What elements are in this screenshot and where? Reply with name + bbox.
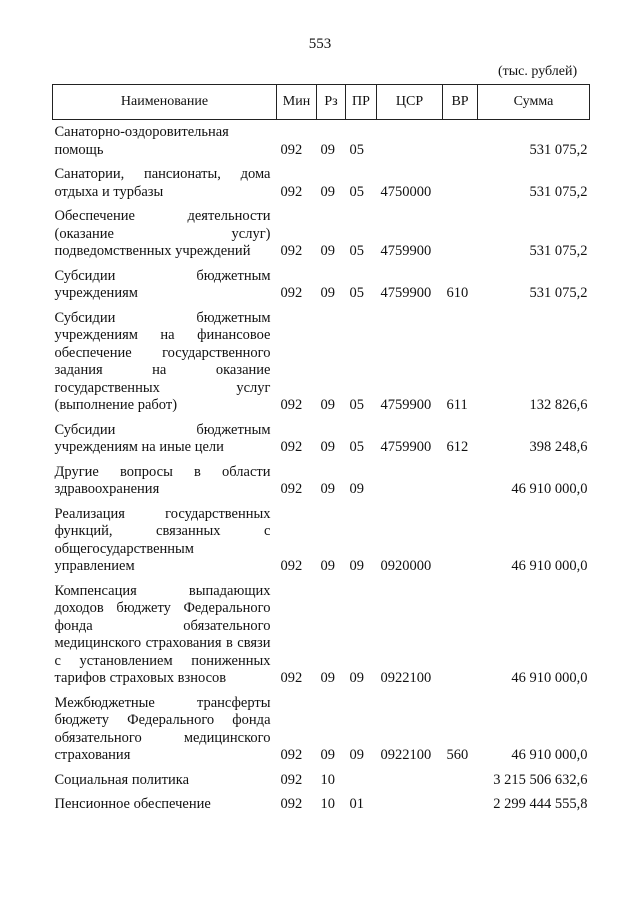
row-vr: 610: [446, 285, 469, 301]
row-min: 092: [280, 771, 303, 788]
units-label: (тыс. рублей): [498, 64, 578, 79]
row-min: 092: [280, 141, 303, 158]
budget-table: [52, 84, 590, 817]
row-vr: [443, 579, 478, 691]
row-sum: 132 826,6: [529, 397, 588, 413]
header-csr: ЦСР: [377, 85, 443, 120]
table-row: [53, 768, 590, 793]
row-pr: 01: [349, 796, 364, 812]
row-sum: 398 248,6: [529, 439, 588, 455]
row-vr: [443, 792, 478, 817]
row-pr: 05: [349, 285, 364, 301]
row-csr: 4759900: [380, 439, 432, 455]
table-row: [53, 579, 590, 691]
row-vr: 612: [446, 439, 469, 455]
row-name: Обеспечение деятельности (оказание услуг) подведомственных учреждений: [54, 208, 271, 259]
table-row: [53, 691, 590, 768]
table-header-row: [53, 85, 590, 120]
row-name: Другие вопросы в области здравоохранения: [54, 463, 271, 497]
row-vr: [443, 204, 478, 264]
row-csr: 0922100: [380, 670, 432, 686]
row-rz: 09: [320, 285, 335, 301]
row-pr: 09: [349, 481, 364, 497]
table-row: [53, 204, 590, 264]
row-csr: 4759900: [380, 397, 432, 413]
row-min: 092: [280, 481, 303, 497]
row-pr: 05: [349, 243, 364, 259]
row-rz: 09: [320, 439, 335, 455]
row-csr: [377, 120, 443, 163]
row-pr: 09: [349, 558, 364, 574]
row-csr: 4759900: [380, 285, 432, 301]
row-min: 092: [280, 439, 303, 455]
row-csr: 0920000: [380, 558, 432, 574]
row-rz: 10: [320, 771, 335, 788]
row-pr: [346, 768, 377, 793]
row-sum: 531 075,2: [529, 183, 588, 200]
row-min: 092: [280, 558, 303, 574]
row-name: Реализация государственных функций, связанных с общегосударственным управлением: [54, 505, 271, 574]
row-sum: 2 299 444 555,8: [493, 796, 588, 812]
row-csr: [377, 460, 443, 502]
row-rz: 09: [320, 747, 335, 763]
row-name: Санаторно-оздоровительная помощь: [54, 124, 229, 158]
row-name: Субсидии бюджетным учреждениям на иные цели: [54, 421, 271, 455]
table-row: [53, 792, 590, 817]
table-row: [53, 460, 590, 502]
row-min: 092: [280, 670, 303, 686]
row-name: Межбюджетные трансферты бюджету Федерального фонда обязательного медицинского страхования: [54, 694, 271, 763]
row-pr: 05: [349, 439, 364, 455]
row-pr: 09: [349, 670, 364, 686]
header-name: Наименование: [53, 85, 277, 120]
row-name: Компенсация выпадающих доходов бюджету Федерального фонда обязательного медицинского страхования в связи с установлением пониженных тарифов страховых взносов: [54, 582, 271, 686]
row-rz: 09: [320, 670, 335, 686]
row-rz: 09: [320, 141, 335, 158]
header-rz: Рз: [317, 85, 346, 120]
row-pr: 05: [349, 397, 364, 413]
table-row: [53, 502, 590, 579]
row-pr: 05: [349, 183, 364, 200]
row-sum: 531 075,2: [529, 243, 588, 259]
row-name: Санатории, пансионаты, дома отдыха и турбазы: [54, 166, 271, 200]
row-csr: 0922100: [380, 747, 432, 763]
row-min: 092: [280, 747, 303, 763]
row-vr: [443, 768, 478, 793]
row-csr: [377, 768, 443, 793]
header-pr: ПР: [346, 85, 377, 120]
table-row: [53, 162, 590, 204]
row-rz: 09: [320, 183, 335, 200]
header-min: Мин: [277, 85, 317, 120]
row-csr: 4750000: [380, 183, 432, 200]
table-row: [53, 418, 590, 460]
row-pr: 05: [349, 141, 364, 158]
row-sum: 46 910 000,0: [511, 481, 588, 497]
row-min: 092: [280, 397, 303, 413]
row-rz: 09: [320, 397, 335, 413]
header-vr: ВР: [443, 85, 478, 120]
row-min: 092: [280, 243, 303, 259]
row-name: Пенсионное обеспечение: [54, 796, 211, 812]
table-row: [53, 120, 590, 163]
row-vr: 611: [446, 397, 468, 413]
row-sum: 46 910 000,0: [511, 670, 588, 686]
row-min: 092: [280, 183, 303, 200]
row-rz: 09: [320, 558, 335, 574]
row-rz: 10: [320, 796, 335, 812]
row-name: Субсидии бюджетным учреждениям: [54, 267, 271, 301]
row-sum: 46 910 000,0: [511, 747, 588, 763]
row-sum: 46 910 000,0: [511, 558, 588, 574]
table-row: [53, 264, 590, 306]
page-number: 553: [308, 36, 332, 52]
row-rz: 09: [320, 243, 335, 259]
row-vr: [443, 162, 478, 204]
row-pr: 09: [349, 747, 364, 763]
row-rz: 09: [320, 481, 335, 497]
row-sum: 3 215 506 632,6: [493, 771, 588, 788]
row-csr: 4759900: [380, 243, 432, 259]
row-sum: 531 075,2: [529, 285, 588, 301]
row-vr: 560: [446, 747, 469, 763]
row-vr: [443, 120, 478, 163]
row-name: Субсидии бюджетным учреждениям на финансовое обеспечение государственного задания на оказание государственных услуг (выполнение работ): [54, 309, 271, 413]
row-name: Социальная политика: [54, 771, 190, 788]
row-vr: [443, 502, 478, 579]
table-row: [53, 306, 590, 418]
row-csr: [377, 792, 443, 817]
row-sum: 531 075,2: [529, 141, 588, 158]
row-min: 092: [280, 285, 303, 301]
header-sum: Сумма: [478, 85, 590, 120]
row-min: 092: [280, 796, 303, 812]
row-vr: [443, 460, 478, 502]
